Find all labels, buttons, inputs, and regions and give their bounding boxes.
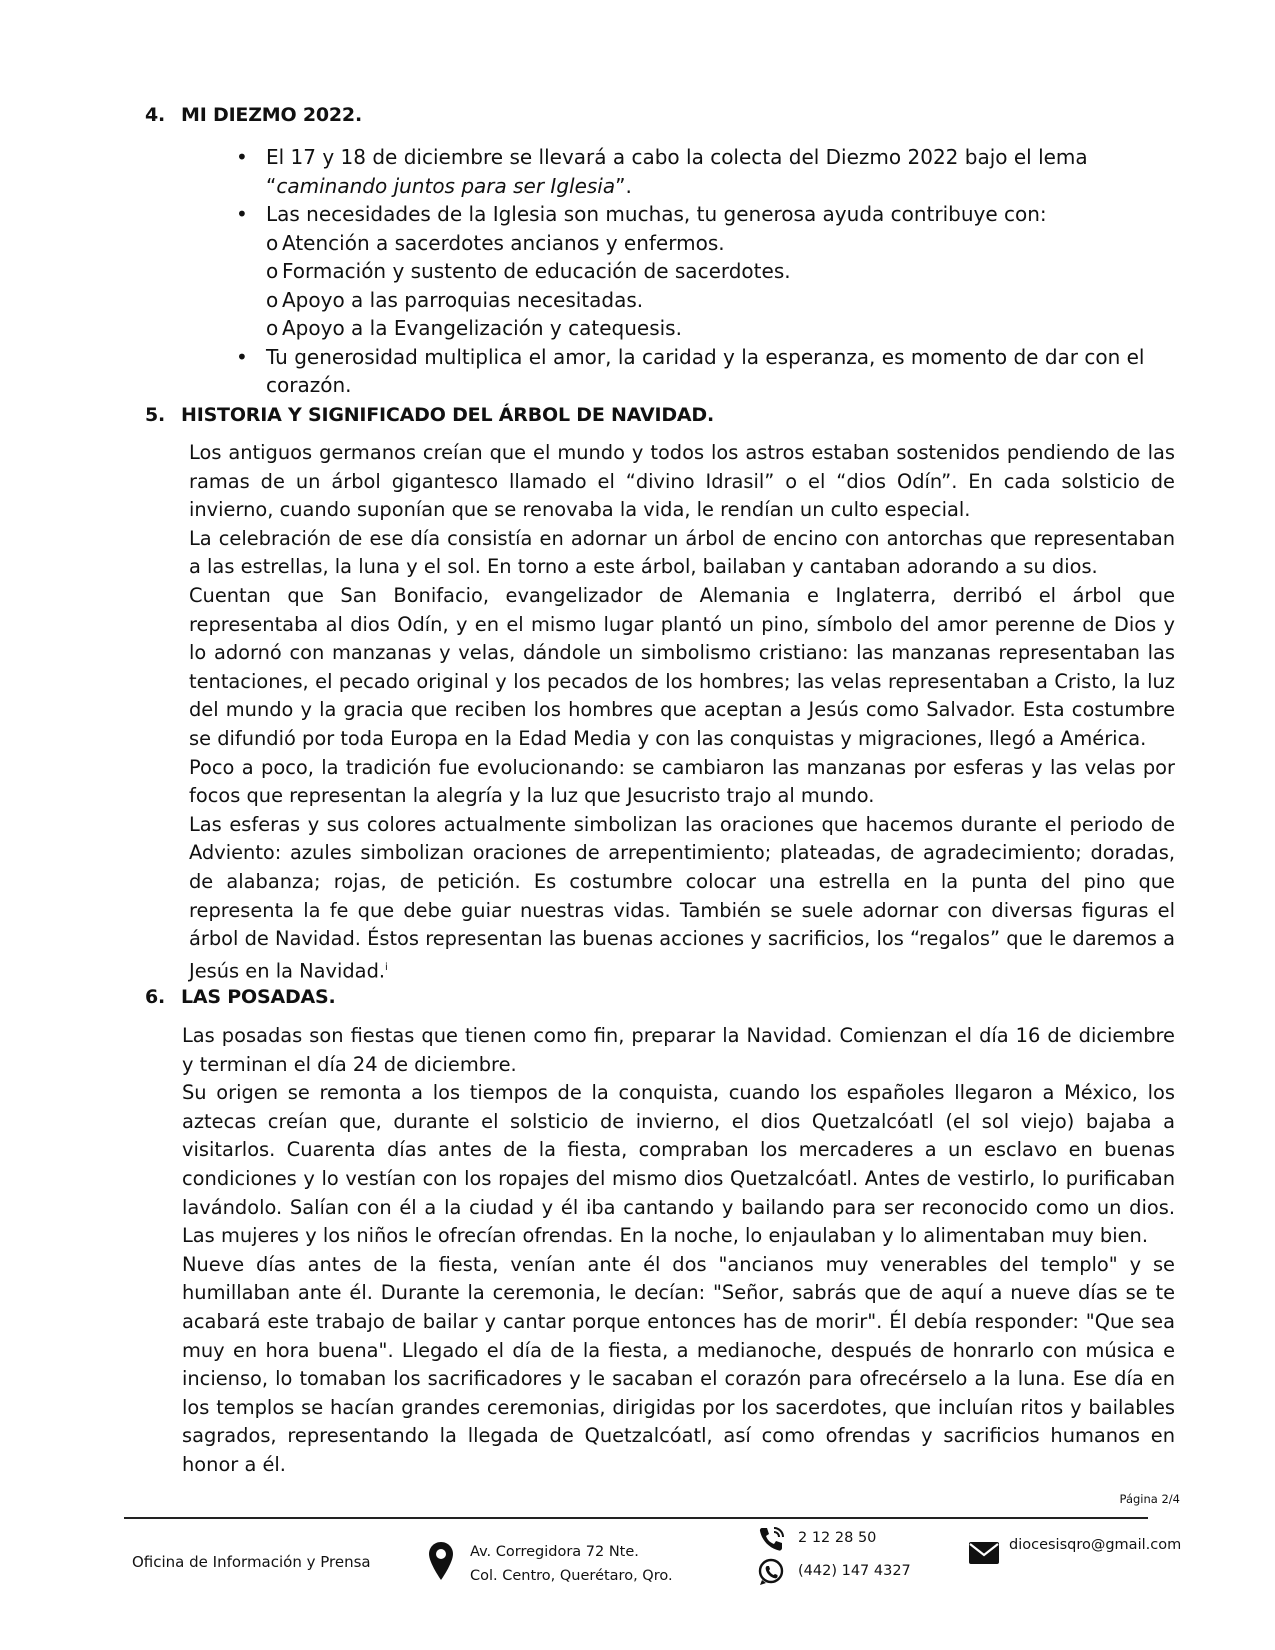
section-title: MI DIEZMO 2022. — [181, 104, 362, 126]
footer-divider — [124, 1517, 1148, 1519]
bullet-icon: • — [236, 202, 248, 226]
office-name: Oficina de Información y Prensa — [132, 1553, 371, 1571]
section-4-heading — [145, 104, 362, 126]
whatsapp-icon — [757, 1558, 785, 1590]
section-number: 4. — [145, 104, 166, 126]
page-number: Página 2/4 — [1119, 1492, 1180, 1506]
list-item: • Tu generosidad multiplica el amor, la caridad y la esperanza, es momento de dar con el corazón. — [236, 344, 1145, 397]
section-title: LAS POSADAS. — [181, 986, 336, 1008]
address-line-2: Col. Centro, Querétaro, Qro. — [470, 1568, 673, 1584]
phone-number: 2 12 28 50 — [798, 1530, 877, 1546]
section-number: 5. — [145, 404, 166, 426]
list-item: • Las necesidades de la Iglesia son muchas, tu generosa ayuda contribuye con: — [236, 200, 1171, 229]
circle-bullet-icon: o — [266, 316, 279, 340]
address-line-1: Av. Corregidora 72 Nte. — [470, 1544, 639, 1560]
paragraph: La celebración de ese día consistía en adornar un árbol de encino con antorchas que representaban a las estrellas, la luna y el sol. En torno a este árbol, bailaban y cantaban adorando a su dios. — [189, 526, 1175, 579]
email-address: diocesisqro@gmail.com — [1009, 1537, 1182, 1553]
section-6-heading — [145, 986, 336, 1008]
sub-list-item: o Apoyo a las parroquias necesitadas. — [236, 286, 1171, 315]
list-item: • El 17 y 18 de diciembre se llevará a cabo la colecta del Diezmo 2022 bajo el lema “caminando juntos para ser Iglesia”. — [236, 145, 1088, 198]
location-pin-icon — [428, 1541, 454, 1585]
section-number: 6. — [145, 986, 166, 1008]
paragraph: Poco a poco, la tradición fue evolucionando: se cambiaron las manzanas por esferas y las velas por focos que representan la alegría y la luz que Jesucristo trajo al mundo. — [189, 755, 1175, 808]
paragraph: Las esferas y sus colores actualmente simbolizan las oraciones que hacemos durante el periodo de Adviento: azules simbolizan oraciones de arrepentimiento; plateadas, de agradecimiento; doradas, de alabanza; rojas, de petición. Es costumbre colocar una estrella en la punta del pino que representa la fe que debe guiar nuestras vidas. También se suele adornar con diversas figuras el árbol de Navidad. Éstos representan las buenas acciones y sacrificios, los “regalos” que le daremos a Jesús en la Navidad.$^i$ — [189, 812, 1175, 983]
paragraph: Nueve días antes de la fiesta, venían ante él dos "ancianos muy venerables del templo" y se humillaban ante él. Durante la ceremonia, le decían: "Señor, sabrás que de aquí a nueve días se te acabará este trabajo de bailar y cantar porque entonces has de morir". Él debía responder: "Que sea muy en hora buena". Llegado el día de la fiesta, a medianoche, después de honrarlo con música e incienso, lo tomaban los sacrificadores y le sacaban el corazón para ofrecérselo a la luna. Ese día en los templos se hacían grandes ceremonias, dirigidas por los sacerdotes, que incluían ritos y bailables sagrados, representando la llegada de Quetzalcóatl, así como ofrendas y sacrificios humanos en honor a él. — [182, 1252, 1175, 1476]
motto: caminando juntos para ser Iglesia — [276, 173, 616, 198]
paragraph: Los antiguos germanos creían que el mundo y todos los astros estaban sostenidos pendiendo de las ramas de un árbol gigantesco llamado el “divino Idrasil” o el “dios Odín”. En cada solsticio de invierno, cuando suponían que se renovaba la vida, le rendían un culto especial. — [189, 441, 1175, 522]
circle-bullet-icon: o — [266, 287, 279, 312]
bullet-icon: • — [236, 145, 248, 169]
paragraph: Cuentan que San Bonifacio, evangelizador de Alemania e Inglaterra, derribó el árbol que representaba al dios Odín, y en el mismo lugar plantó un pino, símbolo del amor perenne de Dios y lo adornó con manzanas y velas, dándole un simbolismo cristiano: las manzanas representaban las tentaciones, el pecado original y los pecados de los hombres; las velas representaban a Cristo, la luz del mundo y la gracia que reciben los hombres que aceptan a Jesús como Salvador. Esta costumbre se difundió por toda Europa en la Edad Media y con las conquistas y migraciones, llegó a América. — [189, 583, 1175, 750]
section-5-body — [189, 439, 1175, 986]
section-4-list — [236, 143, 1171, 400]
circle-bullet-icon: o — [266, 259, 279, 283]
section-5-heading — [145, 404, 714, 426]
envelope-icon — [968, 1541, 1000, 1569]
sub-list-item: o Atención a sacerdotes ancianos y enfermos. — [236, 229, 1171, 258]
section-6-body — [182, 1022, 1175, 1480]
circle-bullet-icon: o — [266, 230, 279, 255]
sub-list-item: o Apoyo a la Evangelización y catequesis. — [236, 314, 1171, 343]
phone-icon — [757, 1526, 785, 1556]
whatsapp-number: (442) 147 4327 — [798, 1563, 911, 1579]
paragraph: Su origen se remonta a los tiempos de la conquista, cuando los españoles llegaron a México, los aztecas creían que, durante el solsticio de invierno, el dios Quetzalcóatl (el sol viejo) bajaba a visitarlos. Cuarenta días antes de la fiesta, compraban los mercaderes a un esclavo en buenas condiciones y lo vestían con los ropajes del mismo dios Quetzalcóatl. Antes de vestirlo, lo purificaban lavándolo. Salían con él a la ciudad y él iba cantando y bailando para ser reconocido como un dios. Las mujeres y los niños le ofrecían ofrendas. En la noche, lo enjaulaban y lo alimentaban muy bien. — [182, 1081, 1175, 1248]
bullet-icon: • — [236, 344, 248, 369]
paragraph: Las posadas son fiestas que tienen como fin, preparar la Navidad. Comienzan el día 16 de diciembre y terminan el día 24 de diciembre. — [182, 1024, 1175, 1076]
endnote-mark: i — [385, 961, 388, 973]
section-title: HISTORIA Y SIGNIFICADO DEL ÁRBOL DE NAVIDAD. — [181, 404, 714, 426]
sub-list-item: o Formación y sustento de educación de sacerdotes. — [236, 257, 1171, 286]
